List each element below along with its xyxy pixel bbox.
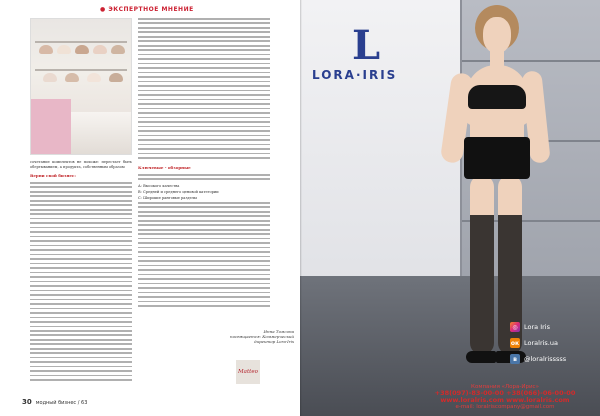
rack-1 — [35, 41, 127, 43]
text-line — [30, 231, 132, 233]
rack-2 — [35, 69, 127, 71]
text-line — [138, 144, 270, 146]
product-bra — [39, 45, 53, 54]
text-line — [138, 305, 270, 307]
text-line — [30, 213, 132, 215]
text-line — [138, 233, 270, 235]
text-line — [30, 303, 132, 305]
text-line — [138, 99, 270, 101]
product-bra — [87, 73, 101, 82]
paragraph-text: сочетание комплектов не похоже: перестает быть обертыванием, а продукта, собственным образом — [30, 160, 132, 169]
text-line — [138, 157, 270, 159]
text-line — [30, 366, 132, 368]
model-bra — [468, 85, 526, 109]
text-line — [138, 135, 270, 137]
text-line — [30, 343, 132, 345]
text-line — [30, 272, 132, 274]
text-line — [138, 27, 270, 29]
social-label: Lora Iris — [524, 323, 550, 331]
text-line — [138, 153, 270, 155]
text-line — [30, 330, 132, 332]
text-line — [30, 267, 132, 269]
text-line — [30, 209, 132, 211]
text-line — [138, 224, 270, 226]
text-line — [138, 45, 270, 47]
text-line — [30, 339, 132, 341]
text-line — [138, 265, 270, 267]
model-face — [483, 17, 511, 53]
list-item: В: Средней и среднего ценовой категории — [138, 190, 219, 194]
text-line — [138, 202, 270, 204]
text-line — [30, 227, 132, 229]
text-line — [30, 312, 132, 314]
text-line — [30, 352, 132, 354]
text-column-left — [30, 182, 132, 384]
text-line — [30, 348, 132, 350]
text-line — [138, 121, 270, 123]
logo-text: Matteo — [238, 369, 258, 375]
model-waist — [470, 117, 524, 139]
text-line — [30, 191, 132, 193]
text-line — [138, 251, 270, 253]
text-line — [138, 174, 270, 176]
text-line — [138, 148, 270, 150]
text-line — [30, 200, 132, 202]
text-line — [138, 31, 270, 33]
social-links — [510, 322, 596, 370]
text-line — [138, 22, 270, 24]
text-line — [138, 139, 270, 141]
text-line — [138, 112, 270, 114]
text-line — [138, 126, 270, 128]
text-line — [30, 182, 132, 184]
text-line — [30, 222, 132, 224]
text-line — [138, 90, 270, 92]
social-link-odnoklassniki[interactable] — [510, 338, 596, 348]
text-line — [138, 63, 270, 65]
text-line — [30, 249, 132, 251]
text-line — [138, 220, 270, 222]
company-name: Компания «Лора-Ирис» — [471, 384, 539, 390]
social-link-vk[interactable] — [510, 354, 596, 364]
text-line — [138, 256, 270, 258]
author-signature — [224, 329, 294, 344]
brand-name: LORA·IRIS — [312, 68, 398, 82]
text-line — [138, 283, 270, 285]
model-leg — [470, 175, 494, 355]
magazine-name: модный бизнес / 63 — [35, 400, 88, 406]
text-line — [30, 285, 132, 287]
text-line — [30, 321, 132, 323]
vk-icon: в — [510, 354, 520, 364]
text-line — [30, 299, 132, 301]
heading-block — [30, 174, 132, 180]
list — [138, 184, 270, 202]
text-line — [30, 263, 132, 265]
text-line — [138, 247, 270, 249]
text-line — [138, 242, 270, 244]
model-shoe — [466, 351, 496, 363]
store-photo — [30, 18, 132, 155]
text-line — [138, 301, 270, 303]
product-bra — [75, 45, 89, 54]
product-bra — [65, 73, 79, 82]
text-line — [138, 274, 270, 276]
section-label-text: ЭКСПЕРТНОЕ МНЕНИЕ — [108, 6, 194, 13]
text-line — [30, 370, 132, 372]
text-line — [30, 379, 132, 381]
text-line — [138, 269, 270, 271]
website-links[interactable]: www.loralris.com www.loralris.com — [440, 396, 570, 404]
text-line — [30, 236, 132, 238]
section-label — [100, 6, 194, 13]
text-line — [138, 67, 270, 69]
product-bra — [111, 45, 125, 54]
author-role: посвящается: Коммерческий директор Lora-Iris — [230, 334, 294, 344]
text-line — [138, 292, 270, 294]
text-line — [138, 206, 270, 208]
email-address[interactable]: e-mail: loralriscompany@gmail.com — [455, 404, 555, 410]
social-label: Loralris.ua — [524, 339, 558, 347]
text-line — [138, 278, 270, 280]
page-fold — [300, 0, 302, 416]
text-line — [138, 54, 270, 56]
page-footer — [22, 398, 87, 406]
text-column-right-bottom — [138, 166, 270, 172]
text-line — [30, 290, 132, 292]
text-line — [30, 308, 132, 310]
odnoklassniki-icon: ок — [510, 339, 520, 347]
text-line — [30, 317, 132, 319]
text-line — [138, 130, 270, 132]
model-garter-belt — [464, 137, 530, 179]
list-item: А: Высокого качества — [138, 184, 180, 188]
text-line — [138, 72, 270, 74]
text-line — [138, 103, 270, 105]
product-bra — [43, 73, 57, 82]
text-line — [138, 76, 270, 78]
text-line — [30, 218, 132, 220]
contact-block — [410, 384, 600, 410]
instagram-icon: ◎ — [510, 322, 520, 332]
text-line — [30, 334, 132, 336]
text-line — [30, 254, 132, 256]
ad-background — [300, 0, 600, 416]
matteo-logo — [236, 360, 260, 384]
text-line — [138, 81, 270, 83]
text-line — [138, 287, 270, 289]
text-line — [138, 58, 270, 60]
text-column-right-top — [138, 18, 270, 162]
page-number: 30 — [22, 398, 32, 406]
text-line — [30, 357, 132, 359]
text-line — [30, 195, 132, 197]
text-line — [138, 117, 270, 119]
text-line — [30, 245, 132, 247]
text-line — [138, 18, 270, 20]
text-line — [30, 258, 132, 260]
text-line — [138, 108, 270, 110]
text-line — [30, 326, 132, 328]
social-label: @loralrisssss — [524, 355, 567, 363]
text-line — [30, 294, 132, 296]
subheading: Ключевые - обзорные — [138, 165, 191, 170]
phone-numbers[interactable]: +38(097)-83-00-00 +38(066)-06-00-00 — [434, 389, 576, 397]
list-item: С: Широкие ранговые разделы — [138, 196, 197, 200]
section-bullet-icon: ● — [100, 6, 109, 13]
text-line — [138, 229, 270, 231]
text-line — [30, 240, 132, 242]
text-line — [138, 238, 270, 240]
text-line — [138, 40, 270, 42]
product-bra — [57, 45, 71, 54]
text-block — [138, 174, 270, 183]
social-link-instagram[interactable] — [510, 322, 596, 332]
text-line — [138, 85, 270, 87]
text-line — [138, 36, 270, 38]
text-line — [138, 211, 270, 213]
text-line — [30, 281, 132, 283]
display-stand — [31, 99, 71, 154]
product-bra — [93, 45, 107, 54]
text-line — [138, 94, 270, 96]
text-line — [30, 375, 132, 377]
text-block — [138, 202, 270, 310]
text-line — [30, 204, 132, 206]
author-name: Инна Томсона — [263, 329, 294, 334]
text-line — [138, 260, 270, 262]
section-heading: Верни свой бизнес: — [30, 173, 76, 178]
product-bra — [109, 73, 123, 82]
text-line — [30, 361, 132, 363]
text-line — [30, 186, 132, 188]
text-line — [138, 215, 270, 217]
text-line — [138, 178, 270, 180]
text-line — [30, 276, 132, 278]
text-line — [138, 49, 270, 51]
right-page-ad — [300, 0, 600, 416]
brand-logo-mark: L — [352, 22, 379, 69]
intro-paragraph — [30, 160, 132, 171]
text-line — [138, 296, 270, 298]
